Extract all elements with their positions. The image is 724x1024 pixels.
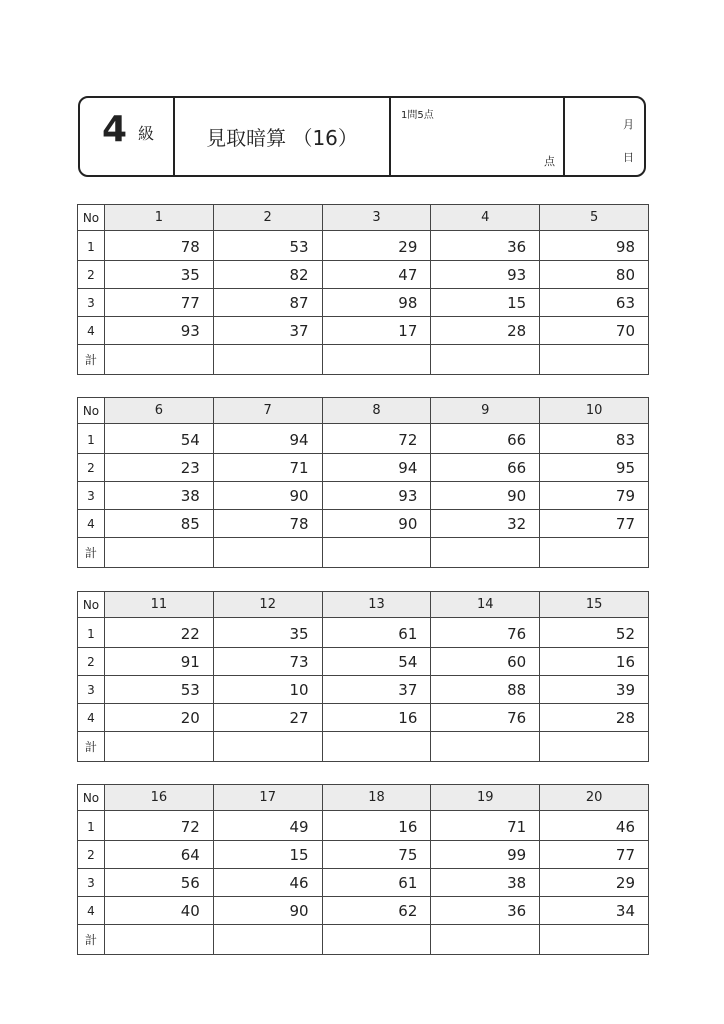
problem-value: 77 [105,289,214,317]
answer-cell[interactable] [105,925,214,955]
table-header-row [78,592,649,618]
answer-cell[interactable] [540,538,649,568]
problem-value: 46 [540,811,649,841]
problem-value: 87 [213,289,322,317]
row-label: 2 [78,648,105,676]
sum-row [78,345,649,375]
answer-cell[interactable] [322,345,431,375]
table-row [78,454,649,482]
problem-value: 39 [540,676,649,704]
row-label: 3 [78,869,105,897]
problem-value: 61 [322,869,431,897]
problem-number: 6 [105,398,214,424]
table-header-row [78,398,649,424]
problem-value: 64 [105,841,214,869]
problem-value: 76 [431,704,540,732]
row-label: 1 [78,424,105,454]
sum-label: 計 [78,925,105,955]
problem-value: 53 [213,231,322,261]
problem-value: 77 [540,841,649,869]
date-box [565,98,644,175]
table-row [78,424,649,454]
problem-value: 53 [105,676,214,704]
problem-value: 60 [431,648,540,676]
problem-value: 36 [431,897,540,925]
table-row [78,482,649,510]
problem-value: 62 [322,897,431,925]
row-label: 1 [78,811,105,841]
problem-number: 20 [540,785,649,811]
problem-value: 78 [213,510,322,538]
problem-value: 54 [105,424,214,454]
row-label: 4 [78,897,105,925]
problem-number: 5 [540,205,649,231]
grade-number: 4 [102,109,128,150]
sum-label: 計 [78,732,105,762]
problem-value: 22 [105,618,214,648]
problem-value: 17 [322,317,431,345]
row-label: 2 [78,454,105,482]
problem-value: 46 [213,869,322,897]
table-row [78,704,649,732]
problem-value: 93 [431,261,540,289]
problem-number: 2 [213,205,322,231]
problem-value: 35 [213,618,322,648]
problem-value: 28 [540,704,649,732]
problem-value: 36 [431,231,540,261]
answer-cell[interactable] [105,345,214,375]
sum-row [78,925,649,955]
problem-value: 93 [105,317,214,345]
score-unit: 点 [544,155,555,168]
row-label: 3 [78,482,105,510]
answer-cell[interactable] [431,538,540,568]
answer-cell[interactable] [322,538,431,568]
row-label: 2 [78,261,105,289]
problem-value: 23 [105,454,214,482]
table-header-row [78,205,649,231]
problem-value: 16 [322,704,431,732]
problem-value: 70 [540,317,649,345]
answer-cell[interactable] [105,538,214,568]
problem-value: 40 [105,897,214,925]
problem-value: 91 [105,648,214,676]
problem-value: 10 [213,676,322,704]
problem-number: 19 [431,785,540,811]
table-row [78,618,649,648]
table-row [78,676,649,704]
problem-value: 79 [540,482,649,510]
worksheet-header [78,96,646,177]
problem-value: 54 [322,648,431,676]
problem-table [77,784,649,955]
problem-number: 16 [105,785,214,811]
answer-cell[interactable] [322,732,431,762]
no-header: No [78,785,105,811]
answer-cell[interactable] [431,732,540,762]
problem-value: 76 [431,618,540,648]
worksheet-title: 見取暗算 （16） [206,126,358,150]
problem-value: 37 [322,676,431,704]
problem-value: 38 [105,482,214,510]
problem-number: 1 [105,205,214,231]
problem-value: 16 [322,811,431,841]
problem-value: 88 [431,676,540,704]
problem-value: 38 [431,869,540,897]
no-header: No [78,398,105,424]
problem-table [77,591,649,762]
problem-value: 90 [431,482,540,510]
grade-box [80,98,175,175]
problem-number: 9 [431,398,540,424]
title-box [175,98,391,175]
problem-value: 63 [540,289,649,317]
answer-cell[interactable] [213,345,322,375]
problem-value: 78 [105,231,214,261]
answer-cell[interactable] [213,925,322,955]
problem-value: 80 [540,261,649,289]
answer-cell[interactable] [213,538,322,568]
table-row [78,897,649,925]
problem-number: 10 [540,398,649,424]
row-label: 2 [78,841,105,869]
sum-row [78,538,649,568]
problem-table [77,397,649,568]
no-header: No [78,205,105,231]
problem-value: 56 [105,869,214,897]
problem-number: 14 [431,592,540,618]
row-label: 4 [78,704,105,732]
sum-label: 計 [78,538,105,568]
problem-value: 82 [213,261,322,289]
problem-value: 20 [105,704,214,732]
answer-cell[interactable] [431,345,540,375]
problem-value: 93 [322,482,431,510]
problem-value: 29 [540,869,649,897]
problem-value: 15 [431,289,540,317]
problem-value: 37 [213,317,322,345]
problem-number: 11 [105,592,214,618]
problem-value: 28 [431,317,540,345]
problem-number: 12 [213,592,322,618]
problem-value: 90 [322,510,431,538]
problem-value: 66 [431,424,540,454]
problem-value: 94 [213,424,322,454]
problem-value: 47 [322,261,431,289]
answer-cell[interactable] [322,925,431,955]
table-row [78,648,649,676]
month-label: 月 [623,118,634,131]
problem-value: 77 [540,510,649,538]
problem-value: 35 [105,261,214,289]
row-label: 3 [78,676,105,704]
problem-value: 73 [213,648,322,676]
row-label: 4 [78,510,105,538]
problem-value: 90 [213,482,322,510]
problem-number: 13 [322,592,431,618]
problem-value: 61 [322,618,431,648]
sum-label: 計 [78,345,105,375]
problem-value: 49 [213,811,322,841]
score-box [391,98,565,175]
problem-value: 34 [540,897,649,925]
problem-value: 71 [213,454,322,482]
no-header: No [78,592,105,618]
day-label: 日 [623,151,634,164]
problem-value: 29 [322,231,431,261]
answer-cell[interactable] [540,732,649,762]
table-header-row [78,785,649,811]
answer-cell[interactable] [431,925,540,955]
problem-number: 18 [322,785,431,811]
problem-value: 90 [213,897,322,925]
table-row [78,510,649,538]
problem-number: 3 [322,205,431,231]
problem-value: 75 [322,841,431,869]
answer-cell[interactable] [540,345,649,375]
problem-table [77,204,649,375]
problem-value: 16 [540,648,649,676]
problem-number: 4 [431,205,540,231]
table-row [78,231,649,261]
problem-value: 85 [105,510,214,538]
problem-value: 98 [322,289,431,317]
row-label: 3 [78,289,105,317]
grade-kyu-label: 級 [138,124,155,143]
table-row [78,869,649,897]
problem-number: 7 [213,398,322,424]
table-row [78,261,649,289]
answer-cell[interactable] [540,925,649,955]
problem-value: 52 [540,618,649,648]
problem-value: 71 [431,811,540,841]
score-note: 1問5点 [401,110,434,121]
problem-value: 99 [431,841,540,869]
problem-value: 27 [213,704,322,732]
problem-value: 72 [322,424,431,454]
row-label: 1 [78,231,105,261]
answer-cell[interactable] [213,732,322,762]
problem-number: 17 [213,785,322,811]
sum-row [78,732,649,762]
problem-value: 32 [431,510,540,538]
problem-value: 66 [431,454,540,482]
problem-value: 94 [322,454,431,482]
row-label: 1 [78,618,105,648]
answer-cell[interactable] [105,732,214,762]
table-row [78,289,649,317]
problem-number: 15 [540,592,649,618]
problem-value: 72 [105,811,214,841]
problem-number: 8 [322,398,431,424]
table-row [78,841,649,869]
table-row [78,317,649,345]
problem-value: 98 [540,231,649,261]
problem-value: 15 [213,841,322,869]
problem-value: 95 [540,454,649,482]
table-row [78,811,649,841]
row-label: 4 [78,317,105,345]
problem-value: 83 [540,424,649,454]
